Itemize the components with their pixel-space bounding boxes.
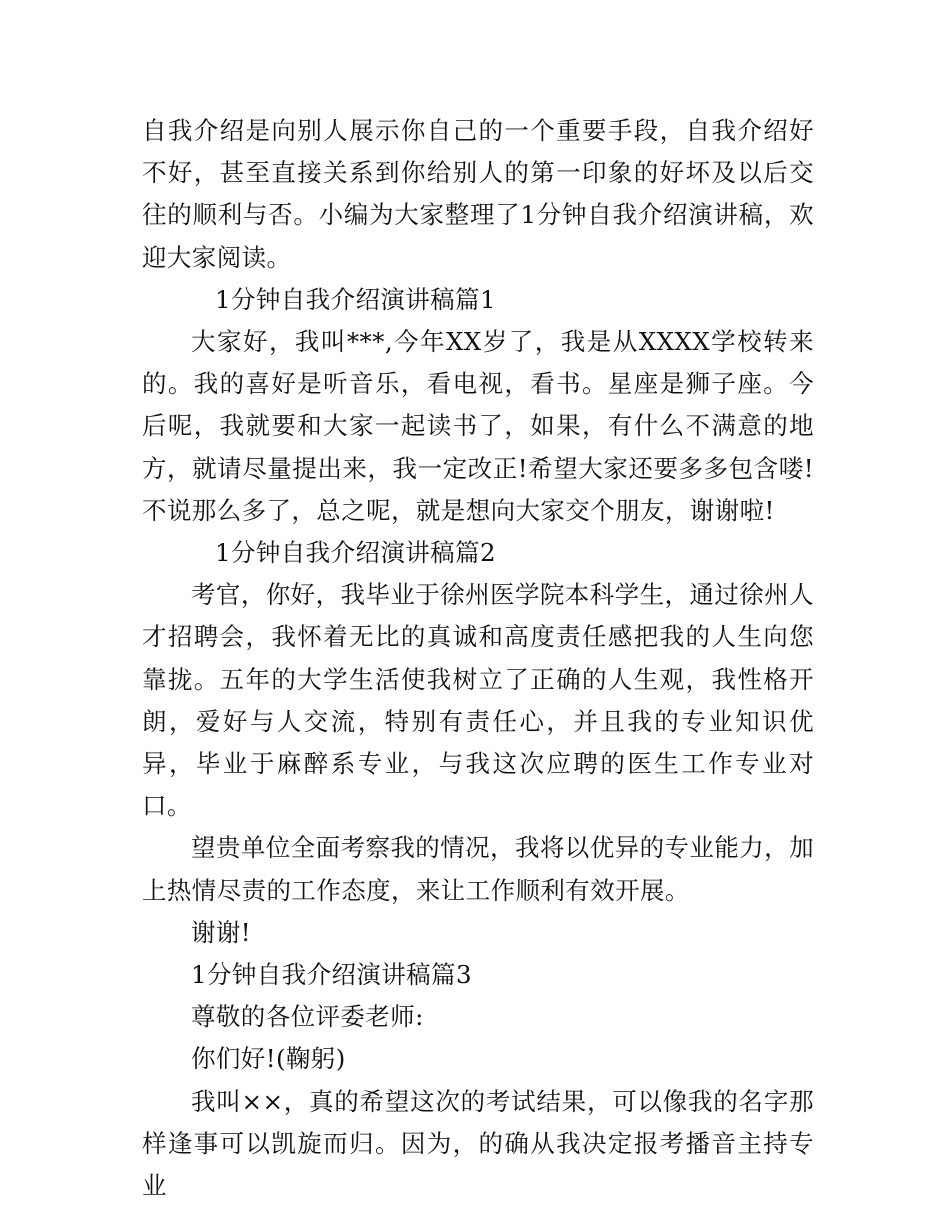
section-2-heading: 1分钟自我介绍演讲稿篇2 [215, 538, 496, 568]
section-1-paragraph: 大家好，我叫***,今年XX岁了，我是从XXXX学校转来的。我的喜好是听音乐，看电视，看书。星座是狮子座。今后呢，我就要和大家一起读书了，如果，有什么不满意的地方，就请尽量提出来，我一定改正!希望大家还要多多包含喽!不说那么多了，总之呢，就是想向大家交个朋友，谢谢啦! [142, 327, 814, 525]
section-3-paragraph: 我叫××，真的希望这次的考试结果，可以像我的名字那样逢事可以凯旋而归。因为，的确从我决定报考播音主持专业 [142, 1086, 814, 1201]
section-3-heading: 1分钟自我介绍演讲稿篇3 [191, 960, 472, 990]
section-3-greeting: 尊敬的各位评委老师: [191, 1002, 424, 1032]
section-1-heading: 1分钟自我介绍演讲稿篇1 [215, 284, 496, 314]
section-2-paragraph-2: 望贵单位全面考察我的情况，我将以优异的专业能力，加上热情尽责的工作态度，来让工作顺利有效开展。 [142, 833, 814, 905]
section-2-thanks: 谢谢! [191, 917, 252, 947]
section-2-paragraph-1: 考官，你好，我毕业于徐州医学院本科学生，通过徐州人才招聘会，我怀着无比的真诚和高度责任感把我的人生向您靠拢。五年的大学生活使我树立了正确的人生观，我性格开朗，爱好与人交流，特别有责任心，并且我的专业知识优异，毕业于麻醉系专业，与我这次应聘的医生工作专业对口。 [142, 580, 814, 821]
section-3-hello: 你们好!(鞠躬) [191, 1044, 346, 1074]
document-body [142, 110, 814, 1207]
intro-paragraph: 自我介绍是向别人展示你自己的一个重要手段，自我介绍好不好，甚至直接关系到你给别人的第一印象的好坏及以后交往的顺利与否。小编为大家整理了1分钟自我介绍演讲稿，欢迎大家阅读。 [142, 116, 814, 272]
